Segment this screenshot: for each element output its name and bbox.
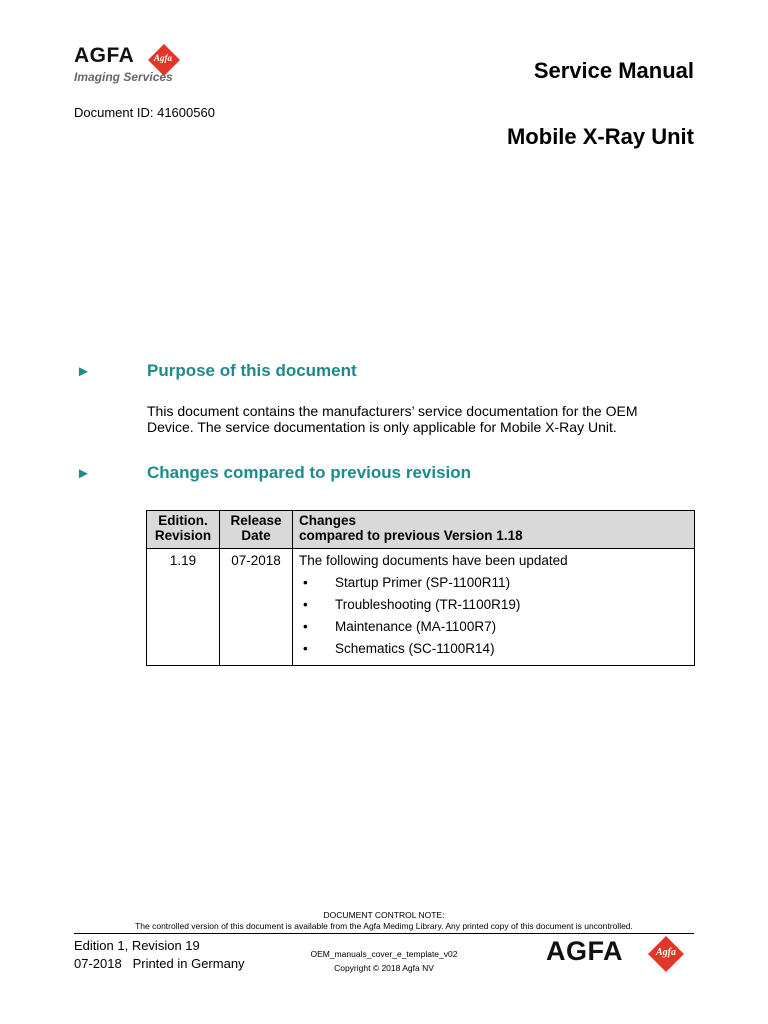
agfa-badge-text: Agfa (656, 947, 676, 958)
footer-logo (546, 934, 696, 974)
table-header-row (147, 511, 695, 549)
header-line: Date (241, 528, 271, 543)
document-id: Document ID: 41600560 (74, 105, 215, 120)
changes-table (146, 510, 695, 666)
list-item: • Maintenance (MA-1100R7) (299, 619, 688, 634)
logo-tagline: Imaging Services (74, 70, 173, 84)
changes-list (299, 575, 688, 656)
header-line: Release (230, 513, 282, 528)
changes-cell (293, 549, 695, 666)
table-row (147, 549, 695, 666)
agfa-wordmark: AGFA (74, 44, 135, 67)
header-line: Edition. (158, 513, 208, 528)
footer-center (284, 947, 484, 975)
purpose-heading: Purpose of this document (147, 361, 357, 380)
control-note (74, 910, 694, 932)
agfa-badge-text: Agfa (154, 53, 172, 63)
copyright-text: Copyright © 2018 Agfa NV (334, 963, 434, 973)
list-item: • Troubleshooting (TR-1100R19) (299, 597, 688, 612)
agfa-diamond-icon (646, 934, 686, 974)
control-note-title: DOCUMENT CONTROL NOTE: (323, 910, 445, 920)
manual-title: Service Manual (533, 58, 694, 83)
col-edition-header (147, 511, 220, 549)
date-cell: 07-2018 (220, 549, 293, 666)
header-line: compared to previous Version 1.18 (299, 528, 523, 543)
revision-cell: 1.19 (147, 549, 220, 666)
edition-text: Edition 1, Revision 19 (74, 938, 200, 953)
col-date-header (220, 511, 293, 549)
control-note-text: The controlled version of this document is available from the Agfa Medimg Library. Any printed copy of this document is uncontrolled. (135, 921, 633, 931)
footer-date-line (74, 955, 245, 973)
col-changes-header (293, 511, 695, 549)
arrow-icon: ► (76, 363, 91, 380)
product-title: Mobile X-Ray Unit (506, 124, 694, 149)
template-name: OEM_manuals_cover_e_template_v02 (310, 949, 458, 959)
list-item: • Schematics (SC-1100R14) (299, 641, 688, 656)
changes-intro: The following documents have been updated (299, 553, 568, 568)
header-line: Revision (154, 528, 212, 543)
agfa-wordmark: AGFA (546, 936, 624, 966)
header-logo (74, 44, 204, 88)
changes-heading: Changes compared to previous revision (147, 463, 472, 482)
arrow-icon: ► (76, 465, 91, 482)
list-item: • Startup Primer (SP-1100R11) (299, 575, 688, 590)
header-line: Changes (299, 513, 357, 528)
footer-left (74, 937, 245, 973)
purpose-text: This document contains the manufacturers’ service documentation for the OEM Device. The service documentation is only applicable for Mobile X-Ray Unit. (147, 403, 638, 435)
footer-date: 07-2018 (74, 956, 122, 971)
printed-location: Printed in Germany (132, 956, 245, 971)
